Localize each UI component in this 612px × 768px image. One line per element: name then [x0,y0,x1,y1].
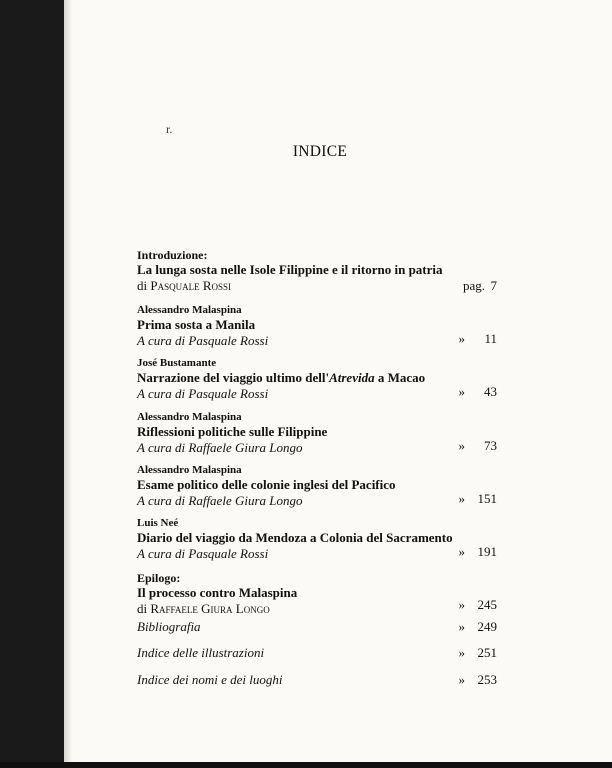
entry-title: Bibliografia [137,619,201,634]
page-prefix: » [458,384,465,399]
entry-editor: A cura di Pasquale Rossi [137,333,269,348]
entry-editor: A cura di Raffaele Giura Longo [137,440,303,455]
entry-title: Esame politico delle colonie inglesi del Pacifico [137,477,396,492]
page-prefix: » [458,438,465,453]
entry-author: Alessandro Malaspina [137,464,242,476]
page-prefix: » [458,597,465,612]
page-prefix: pag. [462,278,485,293]
entry-title: Indice dei nomi e dei luoghi [137,672,283,687]
page-prefix: » [458,645,465,660]
toc-entry-esame-politico [137,463,497,509]
entry-title: Narrazione del viaggio ultimo dell'Atrevida a Macao [137,370,426,385]
toc-entry-narrazione [137,356,497,402]
toc-entry-riflessioni [137,410,497,456]
entry-title: Il processo contro Malaspina [137,585,298,600]
toc-entry-bibliografia [137,619,497,635]
toc-entry-epilogo [137,571,497,617]
page-edge-shadow [64,0,72,762]
toc-entry-nomi-luoghi [137,672,497,688]
page-prefix: » [458,672,465,687]
toc-entry-prima-sosta [137,303,497,349]
entry-heading: Introduzione: [137,248,208,262]
entry-byline: di Raffaele Giura Longo [137,601,270,616]
entry-editor: A cura di Pasquale Rossi [137,546,269,561]
page-prefix: » [458,491,465,506]
entry-title: Riflessioni politiche sulle Filippine [137,424,328,439]
page-title: INDICE [292,143,348,160]
entry-editor: A cura di Raffaele Giura Longo [137,493,303,508]
page-prefix: » [458,544,465,559]
page-number: 151 [477,491,497,506]
page-number: 43 [484,384,497,399]
page-number: 11 [484,331,497,346]
entry-author: José Bustamante [137,357,217,369]
toc-entry-illustrazioni [137,645,497,661]
page-prefix: » [458,331,465,346]
entry-author-name: Raffaele Giura Longo [150,601,270,616]
entry-author: Alessandro Malaspina [137,411,242,423]
page-number: 251 [477,645,497,660]
entry-title: Prima sosta a Manila [137,317,256,332]
entry-editor: A cura di Pasquale Rossi [137,386,269,401]
page-number: 7 [490,278,497,293]
page-number: 73 [484,438,497,453]
pencil-mark: r. [166,122,173,136]
entry-author-name: Pasquale Rossi [150,278,232,293]
page-number: 245 [477,597,497,612]
scan-bottom-border [0,762,612,768]
page-number: 249 [477,619,497,634]
toc-entry-introduzione [137,248,497,294]
entry-title: Diario del viaggio da Mendoza a Colonia del Sacramento [137,530,453,545]
page-number: 253 [477,672,497,687]
entry-byline: di Pasquale Rossi [137,278,232,293]
toc-entry-diario [137,516,497,562]
entry-title: Indice delle illustrazioni [137,645,265,660]
entry-author: Luis Neé [137,517,179,529]
entry-author: Alessandro Malaspina [137,304,242,316]
ship-name: Atrevida [329,370,375,385]
page-prefix: » [458,619,465,634]
entry-title: La lunga sosta nelle Isole Filippine e il ritorno in patria [137,262,443,277]
page-number: 191 [477,544,497,559]
entry-heading: Epilogo: [137,571,181,585]
